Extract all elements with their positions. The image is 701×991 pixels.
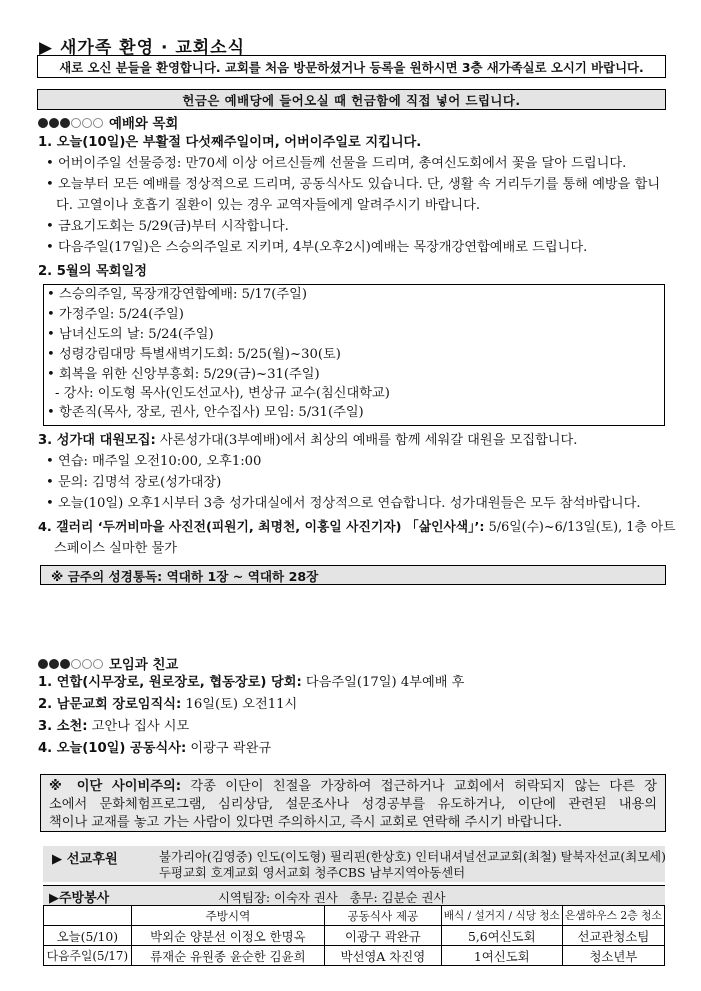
worship-item-4-cont: 스페이스 실마한 물가	[54, 541, 178, 556]
bible-reading-box: ※ 금주의 성경통독: 역대하 1장 ~ 역대하 28장	[40, 565, 666, 585]
list-item: • 스승의주일, 목장개강연합예배: 5/17(주일)	[47, 287, 307, 302]
list-item: • 가정주일: 5/24(주일)	[47, 307, 184, 322]
list-item: • 오늘(10일) 오후1시부터 3층 성가대실에서 정상적으로 연습합니다. 성가대원들은 모두 참석바랍니다.	[46, 496, 641, 511]
play-icon: ▶	[39, 38, 54, 58]
table-cell: 선교관청소팀	[562, 926, 664, 946]
table-header: 은샘하우스 2층 청소	[562, 906, 664, 926]
worship-item-1-title: 1. 오늘(10일)은 부활절 다섯째주일이며, 어버이주일로 지킵니다.	[38, 135, 422, 150]
kitchen-service-table	[43, 905, 665, 966]
worship-item-4	[38, 519, 676, 537]
section-heading-fellowship	[38, 654, 178, 673]
item-label: 4. 갤러리 ‘두꺼비마을 사진전(피원기, 최명천, 이홍일 사진기자) 「삶인사색」’:	[38, 520, 485, 535]
item-text: 16일(토) 오전11시	[181, 697, 298, 712]
worship-item-3	[38, 432, 577, 450]
kitchen-service-header	[43, 885, 665, 905]
table-header: 공동식사 제공	[324, 906, 441, 926]
warning-line: 소에서 문화체험프로그램, 심리상담, 설문조사나 성경공부를 유도하거나, 이단에 관련된 내용의	[49, 797, 657, 812]
list-item: • 남녀신도의 날: 5/24(주일)	[47, 327, 214, 342]
warning-text: 각종 이단이 친절을 가장하여 접근하거나 교회에서 허락되지 않는 다른 장	[181, 779, 658, 794]
warning-line	[49, 778, 657, 796]
section-title: 모임과 친교	[109, 658, 179, 673]
section-heading-worship	[38, 113, 178, 132]
list-item: • 금요기도회는 5/29(금)부터 시작합니다.	[46, 219, 289, 234]
welcome-notice: 새로 오신 분들을 환영합니다. 교회를 처음 방문하셨거나 등록을 원하시면 3층 새가족실로 오시기 바랍니다.	[37, 55, 666, 78]
table-cell: 박외순 양분선 이정오 한명옥	[131, 926, 324, 946]
fellowship-item	[38, 674, 464, 692]
cult-warning-box	[40, 774, 666, 832]
worship-item-2-title: 2. 5월의 목회일정	[38, 264, 147, 279]
table-row	[44, 946, 665, 966]
table-header: 주방시역	[131, 906, 324, 926]
table-cell: 청소년부	[562, 946, 664, 966]
bullet-dots-icon	[38, 659, 103, 669]
list-item: • 연습: 매주일 오전10:00, 오후1:00	[46, 454, 262, 469]
fellowship-item	[38, 696, 297, 714]
mission-support-box	[43, 846, 665, 882]
list-item: • 오늘부터 모든 예배를 정상적으로 드리며, 공동식사도 있습니다. 단, 생활 속 거리두기를 통해 예방을 합니	[46, 177, 661, 192]
kitchen-label: ▶주방봉사	[49, 891, 110, 906]
item-text: 고안나 집사 시모	[87, 719, 190, 734]
item-text: 5/6일(수)~6/13일(토), 1층 아트	[484, 520, 676, 535]
fellowship-item	[38, 718, 189, 736]
table-cell: 류재순 유원종 윤순한 김윤희	[131, 946, 324, 966]
mission-label: ▶ 선교후원	[52, 852, 118, 867]
table-row	[44, 926, 665, 946]
table-cell: 이광구 곽완규	[324, 926, 441, 946]
section-title: 예배와 목회	[109, 117, 179, 132]
mission-line-1: 불가리아(김영중) 인도(이도형) 필리핀(한상호) 인터내셔널선교교회(최철) 탈북자선교(최모세)	[159, 849, 666, 864]
table-header-row	[44, 906, 665, 926]
warning-line: 책이나 교재를 놓고 가는 사람이 있다면 주의하시고, 즉시 교회로 연락해 주시기 바랍니다.	[49, 815, 563, 830]
table-header	[44, 906, 132, 926]
item-text: 다음주일(17일) 4부예배 후	[301, 675, 465, 690]
table-header: 배식 / 설거지 / 식당 청소	[441, 906, 562, 926]
table-cell: 1여신도회	[441, 946, 562, 966]
list-item: • 성령강림대망 특별새벽기도회: 5/25(월)~30(토)	[47, 347, 341, 362]
mission-line-2: 두평교회 호계교회 영서교회 청주CBS 남부지역아동센터	[159, 865, 466, 880]
list-item: - 강사: 이도형 목사(인도선교사), 변상규 교수(침신대학교)	[55, 386, 390, 401]
list-item: • 회복을 위한 신앙부흥회: 5/29(금)~31(주일)	[47, 367, 320, 382]
page-title-text: 새가족 환영 · 교회소식	[60, 38, 246, 58]
offering-notice: 헌금은 예배당에 들어오실 때 헌금함에 직접 넣어 드립니다.	[37, 89, 666, 110]
warning-label: ※ 이단 사이비주의:	[49, 779, 182, 794]
list-item: • 어버이주일 선물증정: 만70세 이상 어르신들께 선물을 드리며, 총여신도회에서 꽃을 달아 드립니다.	[46, 156, 627, 171]
item-label: 4. 오늘(10일) 공동식사:	[38, 741, 187, 756]
item-text: 이광구 곽완규	[186, 741, 272, 756]
kitchen-managers: 시역팀장: 이숙자 권사 총무: 김분순 권사	[218, 890, 446, 905]
list-item: • 항존직(목사, 장로, 권사, 안수집사) 모임: 5/31(주일)	[47, 405, 364, 420]
list-item: 다. 고열이나 호흡기 질환이 있는 경우 교역자들에게 알려주시기 바랍니다.	[56, 198, 481, 213]
item-label: 1. 연합(시무장로, 원로장로, 협동장로) 당회:	[38, 675, 302, 690]
item-text: 사론성가대(3부예배)에서 최상의 예배를 함께 세워갈 대원을 모집합니다.	[155, 433, 578, 448]
table-cell: 5,6여신도회	[441, 926, 562, 946]
fellowship-item	[38, 740, 271, 758]
table-cell: 다음주일(5/17)	[44, 946, 132, 966]
item-label: 3. 소천:	[38, 719, 88, 734]
table-cell: 박선영A 차진영	[324, 946, 441, 966]
bullet-dots-icon	[38, 118, 103, 128]
item-label: 3. 성가대 대원모집:	[38, 433, 156, 448]
list-item: • 문의: 김명석 장로(성가대장)	[46, 475, 222, 490]
list-item: • 다음주일(17일)은 스승의주일로 지키며, 4부(오후2시)예배는 목장개강연합예배로 드립니다.	[46, 240, 588, 255]
item-label: 2. 남문교회 장로임직식:	[38, 697, 182, 712]
table-cell: 오늘(5/10)	[44, 926, 132, 946]
